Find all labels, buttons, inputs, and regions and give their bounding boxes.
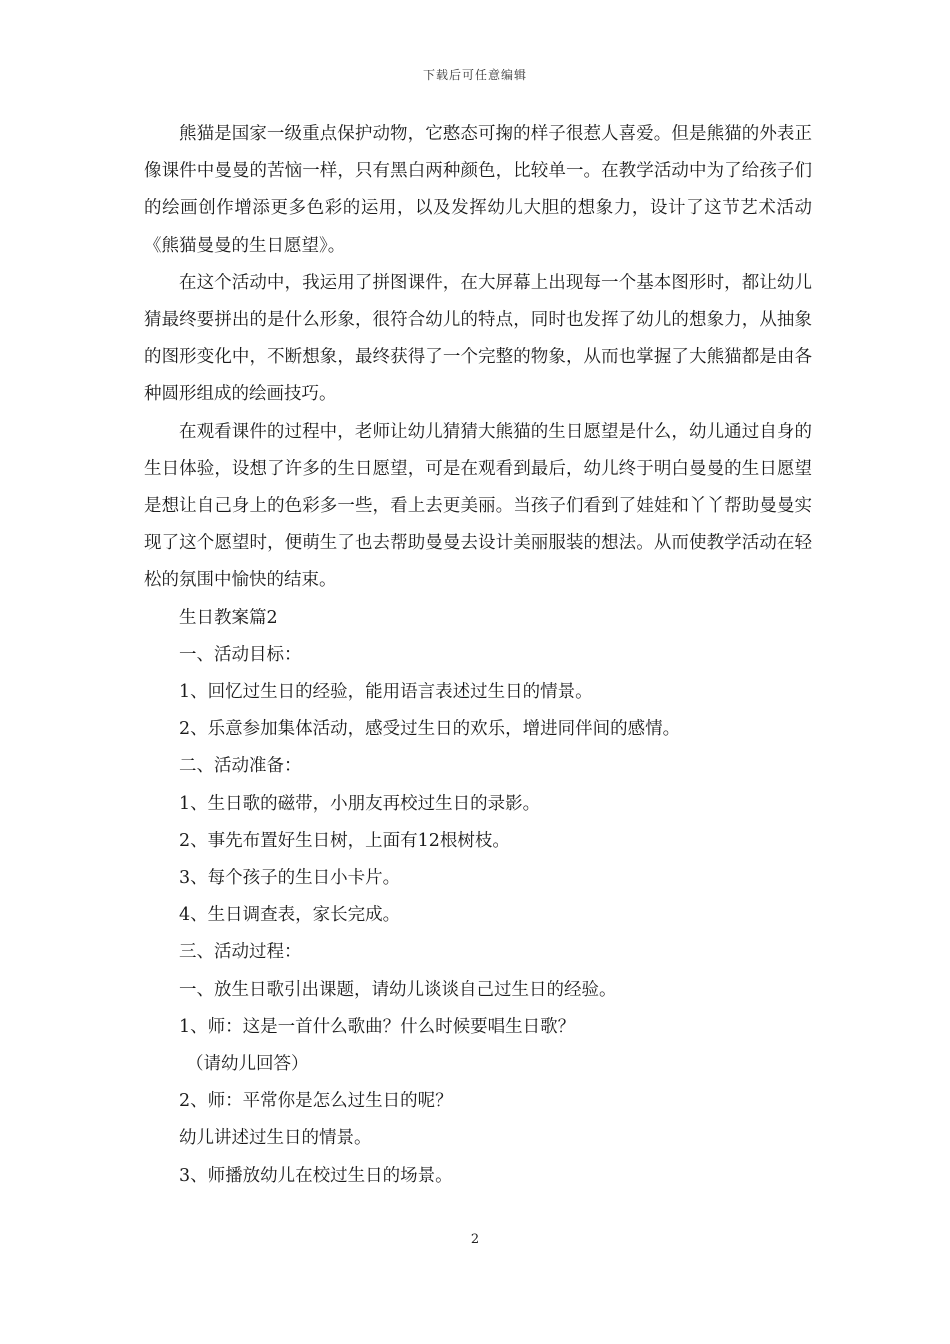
- paragraph: 在观看课件的过程中，老师让幼儿猜猜大熊猫的生日愿望是什么，幼儿通过自身的生日体验，设想了许多的生日愿望，可是在观看到最后，幼儿终于明白曼曼的生日愿望是想让自己身上的色彩多一些，看上去更美丽。当孩子们看到了娃娃和丫丫帮助曼曼实现了这个愿望时，便萌生了也去帮助曼曼去设计美丽服装的想法。从而使教学活动在轻松的氛围中愉快的结束。: [144, 421, 812, 591]
- list-item: 2、事先布置好生日树，上面有12根树枝。: [179, 830, 510, 851]
- section-heading: 三、活动过程：: [179, 942, 302, 963]
- note-line: （请幼儿回答）: [186, 1054, 309, 1075]
- section-heading: 二、活动准备：: [179, 756, 302, 777]
- paragraph: 熊猫是国家一级重点保护动物，它憨态可掬的样子很惹人喜爱。但是熊猫的外表正像课件中曼曼的苦恼一样，只有黑白两种颜色，比较单一。在教学活动中为了给孩子们的绘画创作增添更多色彩的运用，以及发挥幼儿大胆的想象力，设计了这节艺术活动《熊猫曼曼的生日愿望》。: [144, 124, 812, 256]
- document-body: [144, 116, 812, 1195]
- list-item: 3、师播放幼儿在校过生日的场景。: [179, 1165, 453, 1186]
- text-line: 幼儿讲述过生日的情景。: [179, 1128, 372, 1149]
- list-item: 1、回忆过生日的经验，能用语言表述过生日的情景。: [179, 682, 593, 703]
- list-item: 1、师：这是一首什么歌曲？什么时候要唱生日歌？: [179, 1016, 576, 1037]
- page-header: 下载后可任意编辑: [422, 68, 527, 82]
- page-number: 2: [470, 1232, 480, 1247]
- list-item: 2、师：平常你是怎么过生日的呢？: [179, 1091, 453, 1112]
- list-item: 1、生日歌的磁带，小朋友再校过生日的录影。: [179, 793, 541, 814]
- list-item: 2、乐意参加集体活动，感受过生日的欢乐，增进同伴间的感情。: [179, 719, 681, 740]
- list-item: 4、生日调查表，家长完成。: [179, 905, 401, 926]
- paragraph: 在这个活动中，我运用了拼图课件，在大屏幕上出现每一个基本图形时，都让幼儿猜最终要拼出的是什么形象，很符合幼儿的特点，同时也发挥了幼儿的想象力，从抽象的图形变化中，不断想象，最终获得了一个完整的物象，从而也掌握了大熊猫都是由各种圆形组成的绘画技巧。: [144, 272, 812, 405]
- section-title: 生日教案篇2: [179, 607, 278, 628]
- section-heading: 一、活动目标：: [179, 644, 302, 665]
- list-item: 3、每个孩子的生日小卡片。: [179, 868, 401, 889]
- step-heading: 一、放生日歌引出课题，请幼儿谈谈自己过生日的经验。: [179, 979, 617, 1000]
